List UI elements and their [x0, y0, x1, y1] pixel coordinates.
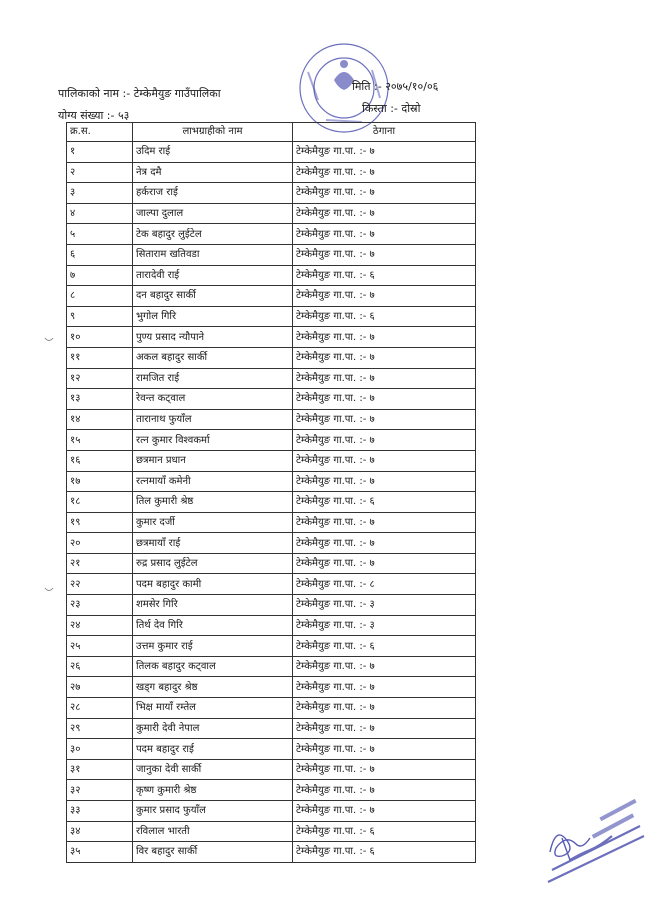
- cell-sn: ३: [67, 183, 133, 204]
- cell-name: विर बहादुर सार्की: [133, 842, 293, 863]
- cell-address: टेम्केमैयुङ गा.पा. :- ३: [293, 615, 476, 636]
- cell-address: टेम्केमैयुङ गा.पा. :- ७: [293, 656, 476, 677]
- cell-name: तिलक बहादुर कट्वाल: [133, 656, 293, 677]
- table-row: [67, 450, 476, 471]
- cell-name: रत्नमायाँ कमेनी: [133, 471, 293, 492]
- header-address: ठेगाना: [293, 123, 476, 142]
- cell-sn: १४: [67, 409, 133, 430]
- cell-name: जाल्पा दुलाल: [133, 203, 293, 224]
- cell-sn: ३२: [67, 780, 133, 801]
- cell-sn: २: [67, 162, 133, 183]
- cell-address: टेम्केमैयुङ गा.पा. :- ७: [293, 430, 476, 451]
- cell-sn: १६: [67, 450, 133, 471]
- cell-address: टेम्केमैयुङ गा.पा. :- ७: [293, 780, 476, 801]
- cell-address: टेम्केमैयुङ गा.पा. :- ३: [293, 595, 476, 616]
- cell-name: पुण्य प्रसाद न्यौपाने: [133, 327, 293, 348]
- table-row: [67, 430, 476, 451]
- table-row: [67, 203, 476, 224]
- cell-sn: ३३: [67, 801, 133, 822]
- cell-sn: ११: [67, 347, 133, 368]
- cell-address: टेम्केमैयुङ गा.पा. :- ७: [293, 739, 476, 760]
- cell-sn: ३४: [67, 821, 133, 842]
- punch-hole-mark: [44, 337, 54, 343]
- table-row: [67, 698, 476, 719]
- cell-address: टेम्केमैयुङ गा.पा. :- ७: [293, 389, 476, 410]
- cell-address: टेम्केमैयुङ गा.पा. :- ८: [293, 574, 476, 595]
- cell-name: रामजित राई: [133, 368, 293, 389]
- cell-name: पदम बहादुर कामी: [133, 574, 293, 595]
- cell-sn: २७: [67, 677, 133, 698]
- cell-address: टेम्केमैयुङ गा.पा. :- ७: [293, 162, 476, 183]
- cell-name: शमसेर गिरि: [133, 595, 293, 616]
- cell-name: भिक्ष मायाँ रम्तेल: [133, 698, 293, 719]
- cell-sn: १२: [67, 368, 133, 389]
- cell-sn: १९: [67, 512, 133, 533]
- cell-address: टेम्केमैयुङ गा.पा. :- ७: [293, 327, 476, 348]
- table-row: [67, 574, 476, 595]
- cell-name: रविलाल भारती: [133, 821, 293, 842]
- cell-address: टेम्केमैयुङ गा.पा. :- ६: [293, 821, 476, 842]
- table-row: [67, 224, 476, 245]
- cell-name: तिर्थ देव गिरि: [133, 615, 293, 636]
- cell-name: तारानाथ फुयाँल: [133, 409, 293, 430]
- cell-address: टेम्केमैयुङ गा.पा. :- ६: [293, 265, 476, 286]
- cell-sn: ४: [67, 203, 133, 224]
- table-row: [67, 801, 476, 822]
- cell-name: तारादेवी राई: [133, 265, 293, 286]
- table-row: [67, 162, 476, 183]
- cell-address: टेम्केमैयुङ गा.पा. :- ७: [293, 698, 476, 719]
- date-label: मिति :- २०७५/१०/०६: [352, 80, 439, 93]
- table-row: [67, 759, 476, 780]
- table-row: [67, 265, 476, 286]
- cell-address: टेम्केमैयुङ गा.पा. :- ७: [293, 142, 476, 163]
- cell-name: कुमारी देवी नेपाल: [133, 718, 293, 739]
- cell-sn: २५: [67, 636, 133, 657]
- table-row: [67, 780, 476, 801]
- cell-address: टेम्केमैयुङ गा.पा. :- ७: [293, 759, 476, 780]
- cell-address: टेम्केमैयुङ गा.पा. :- ६: [293, 842, 476, 863]
- cell-address: टेम्केमैयुङ गा.पा. :- ७: [293, 801, 476, 822]
- cell-sn: १०: [67, 327, 133, 348]
- cell-name: छत्रमान प्रधान: [133, 450, 293, 471]
- cell-address: टेम्केमैयुङ गा.पा. :- ७: [293, 409, 476, 430]
- cell-sn: ५: [67, 224, 133, 245]
- table-row: [67, 512, 476, 533]
- cell-name: रेवन्त कट्वाल: [133, 389, 293, 410]
- cell-sn: १५: [67, 430, 133, 451]
- cell-sn: २४: [67, 615, 133, 636]
- cell-sn: ३५: [67, 842, 133, 863]
- cell-address: टेम्केमैयुङ गा.पा. :- ६: [293, 492, 476, 513]
- cell-address: टेम्केमैयुङ गा.पा. :- ७: [293, 718, 476, 739]
- cell-sn: ८: [67, 286, 133, 307]
- cell-sn: ६: [67, 244, 133, 265]
- table-row: [67, 327, 476, 348]
- cell-sn: १: [67, 142, 133, 163]
- table-row: [67, 389, 476, 410]
- table-row: [67, 718, 476, 739]
- cell-name: कुमार प्रसाद फुयाँल: [133, 801, 293, 822]
- cell-name: उत्तम कुमार राई: [133, 636, 293, 657]
- cell-sn: १३: [67, 389, 133, 410]
- cell-name: सिताराम खतिवडा: [133, 244, 293, 265]
- cell-name: तिल कुमारी श्रेष्ठ: [133, 492, 293, 513]
- cell-address: टेम्केमैयुङ गा.पा. :- ७: [293, 203, 476, 224]
- cell-name: कुमार दर्जी: [133, 512, 293, 533]
- table-row: [67, 368, 476, 389]
- cell-name: टेक बहादुर लुईटेल: [133, 224, 293, 245]
- cell-address: टेम्केमैयुङ गा.पा. :- ६: [293, 306, 476, 327]
- table-row: [67, 347, 476, 368]
- table-row: [67, 286, 476, 307]
- cell-name: रत्न कुमार विश्वकर्मा: [133, 430, 293, 451]
- cell-sn: २९: [67, 718, 133, 739]
- cell-name: पदम बहादुर राई: [133, 739, 293, 760]
- table-row: [67, 821, 476, 842]
- table-row: [67, 533, 476, 554]
- table-row: [67, 183, 476, 204]
- cell-name: उदिम राई: [133, 142, 293, 163]
- cell-sn: ३०: [67, 739, 133, 760]
- cell-address: टेम्केमैयुङ गा.पा. :- ७: [293, 183, 476, 204]
- cell-address: टेम्केमैयुङ गा.पा. :- ७: [293, 471, 476, 492]
- table-row: [67, 739, 476, 760]
- cell-address: टेम्केमैयुङ गा.पा. :- ७: [293, 368, 476, 389]
- cell-sn: २३: [67, 595, 133, 616]
- cell-name: खड्ग बहादुर श्रेष्ठ: [133, 677, 293, 698]
- cell-sn: २१: [67, 553, 133, 574]
- cell-address: टेम्केमैयुङ गा.पा. :- ७: [293, 450, 476, 471]
- header-name: लाभग्राहीको नाम: [133, 123, 293, 142]
- cell-name: हर्कराज राई: [133, 183, 293, 204]
- table-row: [67, 615, 476, 636]
- cell-address: टेम्केमैयुङ गा.पा. :- ७: [293, 533, 476, 554]
- table-row: [67, 656, 476, 677]
- cell-name: अकल बहादुर सार्की: [133, 347, 293, 368]
- table-header-row: [67, 123, 476, 142]
- table-row: [67, 306, 476, 327]
- eligible-count: योग्य संख्या :- ५३: [58, 109, 130, 122]
- cell-name: जानुका देवी सार्की: [133, 759, 293, 780]
- cell-address: टेम्केमैयुङ गा.पा. :- ७: [293, 224, 476, 245]
- table-row: [67, 595, 476, 616]
- table-row: [67, 142, 476, 163]
- cell-address: टेम्केमैयुङ गा.पा. :- ७: [293, 677, 476, 698]
- cell-sn: ९: [67, 306, 133, 327]
- cell-sn: १७: [67, 471, 133, 492]
- table-row: [67, 409, 476, 430]
- cell-sn: ७: [67, 265, 133, 286]
- cell-sn: ३१: [67, 759, 133, 780]
- cell-address: टेम्केमैयुङ गा.पा. :- ७: [293, 286, 476, 307]
- cell-name: दन बहादुर सार्की: [133, 286, 293, 307]
- cell-sn: १८: [67, 492, 133, 513]
- table-body: [67, 142, 476, 863]
- cell-address: टेम्केमैयुङ गा.पा. :- ७: [293, 553, 476, 574]
- installment-label: किस्ता :- दोस्रो: [362, 102, 421, 115]
- cell-sn: २८: [67, 698, 133, 719]
- cell-sn: २२: [67, 574, 133, 595]
- cell-address: टेम्केमैयुङ गा.पा. :- ६: [293, 636, 476, 657]
- cell-name: नेत्र दमै: [133, 162, 293, 183]
- punch-hole-mark: [44, 587, 54, 593]
- cell-name: कृष्ण कुमारी श्रेष्ठ: [133, 780, 293, 801]
- beneficiary-table: [66, 122, 476, 863]
- cell-address: टेम्केमैयुङ गा.पा. :- ७: [293, 512, 476, 533]
- table-row: [67, 553, 476, 574]
- cell-address: टेम्केमैयुङ गा.पा. :- ७: [293, 244, 476, 265]
- header-sn: क्र.स.: [67, 123, 133, 142]
- municipality-name: पालिकाको नाम :- टेम्केमैयुङ गाउँपालिका: [58, 87, 221, 100]
- cell-name: छत्रमायाँ राई: [133, 533, 293, 554]
- table-row: [67, 636, 476, 657]
- table-row: [67, 492, 476, 513]
- table-row: [67, 677, 476, 698]
- table-row: [67, 244, 476, 265]
- signature-stamp: [540, 790, 650, 890]
- cell-sn: २६: [67, 656, 133, 677]
- cell-address: टेम्केमैयुङ गा.पा. :- ७: [293, 347, 476, 368]
- table-row: [67, 471, 476, 492]
- cell-name: भुगोल गिरि: [133, 306, 293, 327]
- cell-sn: २०: [67, 533, 133, 554]
- table-row: [67, 842, 476, 863]
- cell-name: रुद्र प्रसाद लुईटेल: [133, 553, 293, 574]
